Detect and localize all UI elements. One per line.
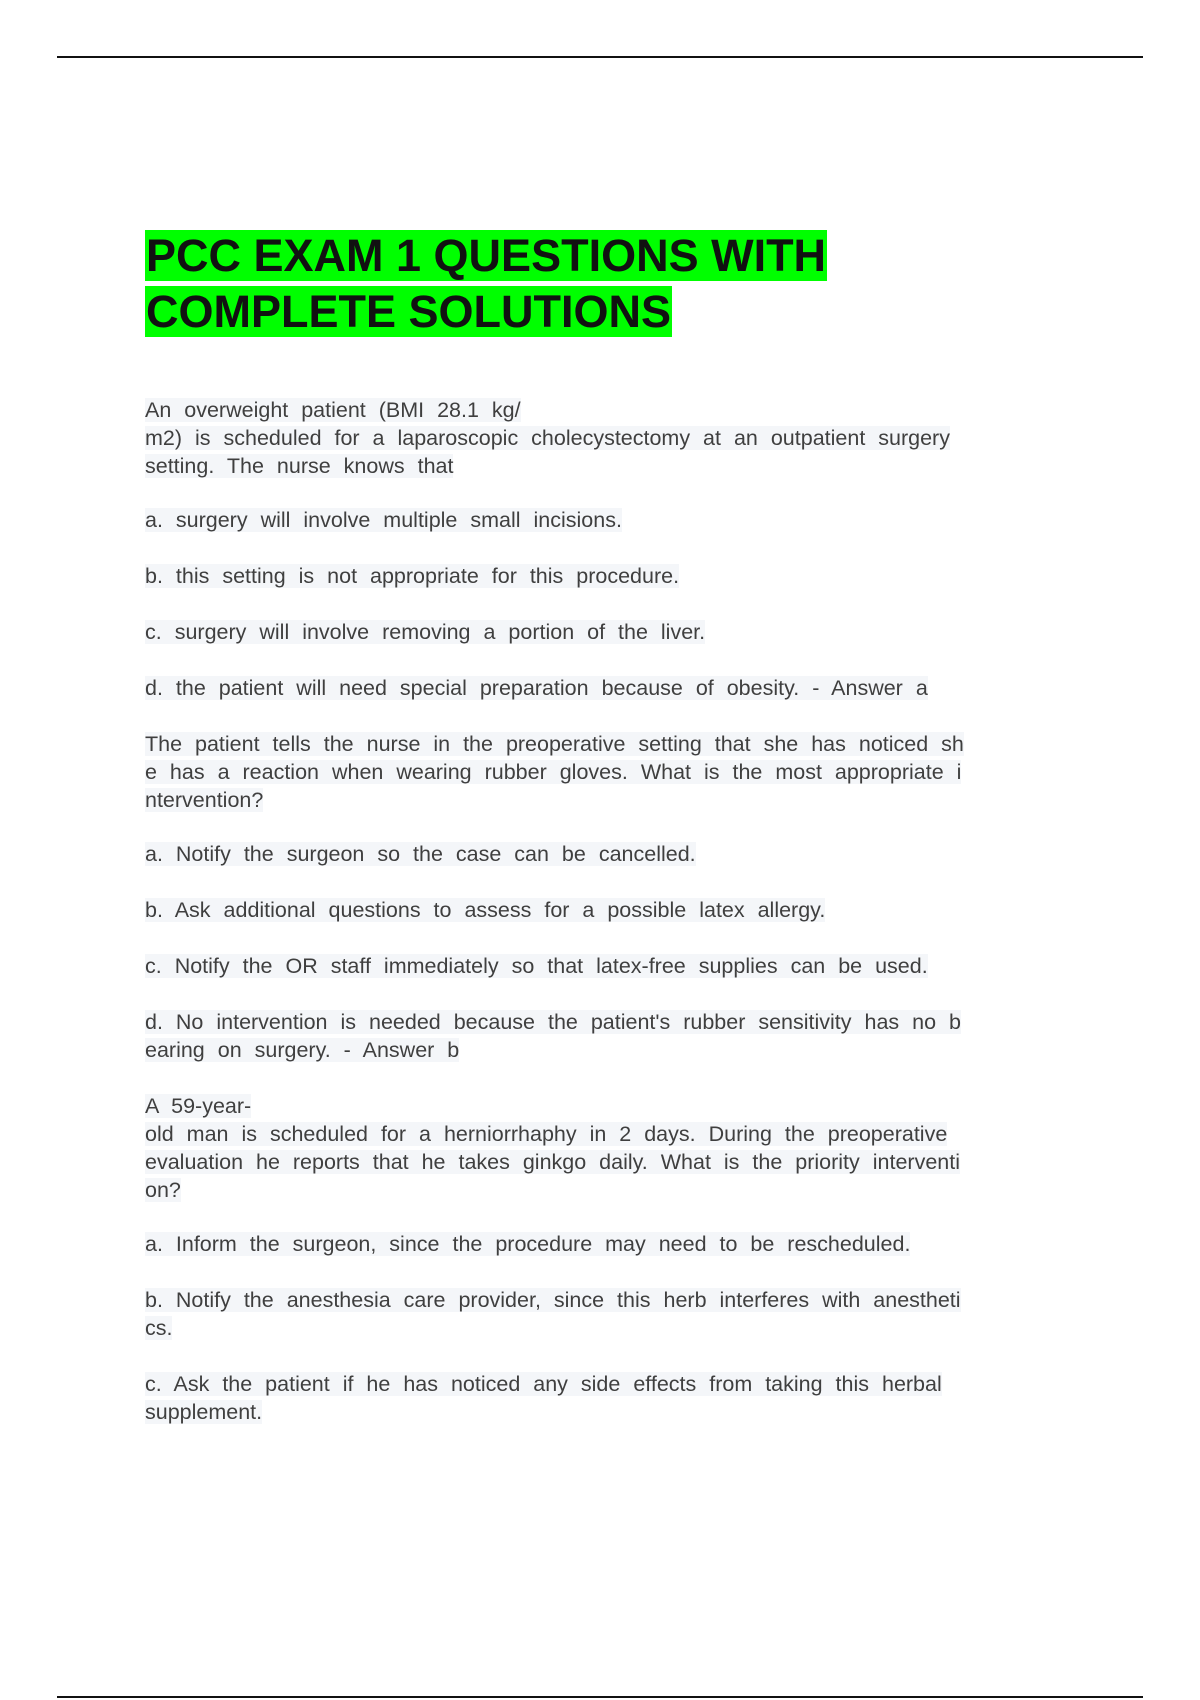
option-text: a. Notify the surgeon so the case can be cancelled. xyxy=(145,842,696,866)
question-1 xyxy=(145,396,1085,702)
option-text: a. surgery will involve multiple small incisions. xyxy=(145,508,622,532)
question-2-option-a xyxy=(145,840,1085,868)
question-2-option-d xyxy=(145,1008,1085,1064)
question-3-options xyxy=(145,1230,1085,1426)
option-text: a. Inform the surgeon, since the procedure may need to be rescheduled. xyxy=(145,1232,911,1256)
question-2-stem-text: The patient tells the nurse in the preoperative setting that she has noticed sh e has a reaction when wearing rubber gloves. What is the most appropriate i ntervention? xyxy=(145,732,964,812)
question-list xyxy=(145,396,1085,1454)
question-2-option-c xyxy=(145,952,1085,980)
option-text: b. Ask additional questions to assess for a possible latex allergy. xyxy=(145,898,826,922)
question-1-option-c xyxy=(145,618,1085,646)
question-2-options xyxy=(145,840,1085,1064)
document-title xyxy=(145,228,827,340)
option-text: b. this setting is not appropriate for this procedure. xyxy=(145,564,680,588)
question-1-option-d xyxy=(145,674,1085,702)
question-1-option-b xyxy=(145,562,1085,590)
question-3-stem xyxy=(145,1092,1085,1204)
question-3-option-a xyxy=(145,1230,1085,1258)
question-1-option-a xyxy=(145,506,1085,534)
question-1-stem-text: An overweight patient (BMI 28.1 kg/ m2) is scheduled for a laparoscopic cholecystectomy at an outpatient surgery setting. The nurse knows that xyxy=(145,398,950,478)
option-text: d. the patient will need special preparation because of obesity. - Answer a xyxy=(145,676,928,700)
question-2 xyxy=(145,730,1085,1064)
option-text: c. Notify the OR staff immediately so that latex-free supplies can be used. xyxy=(145,954,928,978)
question-3 xyxy=(145,1092,1085,1426)
question-2-option-b xyxy=(145,896,1085,924)
option-text: c. Ask the patient if he has noticed any side effects from taking this herbal supplement. xyxy=(145,1372,942,1424)
option-text: c. surgery will involve removing a portion of the liver. xyxy=(145,620,706,644)
option-text: d. No intervention is needed because the patient's rubber sensitivity has no b earing on surgery. - Answer b xyxy=(145,1010,961,1062)
question-3-option-b xyxy=(145,1286,1085,1342)
header-rule xyxy=(57,56,1143,58)
option-text: b. Notify the anesthesia care provider, since this herb interferes with anestheti cs. xyxy=(145,1288,961,1340)
question-3-stem-text: A 59-year- old man is scheduled for a herniorrhaphy in 2 days. During the preoperative evaluation he reports that he takes ginkgo daily. What is the priority interventi on? xyxy=(145,1094,960,1202)
question-1-stem xyxy=(145,396,1085,480)
title-line-1: PCC EXAM 1 QUESTIONS WITH xyxy=(146,230,827,281)
question-1-options xyxy=(145,506,1085,702)
footer-rule xyxy=(57,1696,1143,1698)
question-2-stem xyxy=(145,730,1085,814)
question-3-option-c xyxy=(145,1370,1085,1426)
title-line-2: COMPLETE SOLUTIONS xyxy=(146,286,672,337)
